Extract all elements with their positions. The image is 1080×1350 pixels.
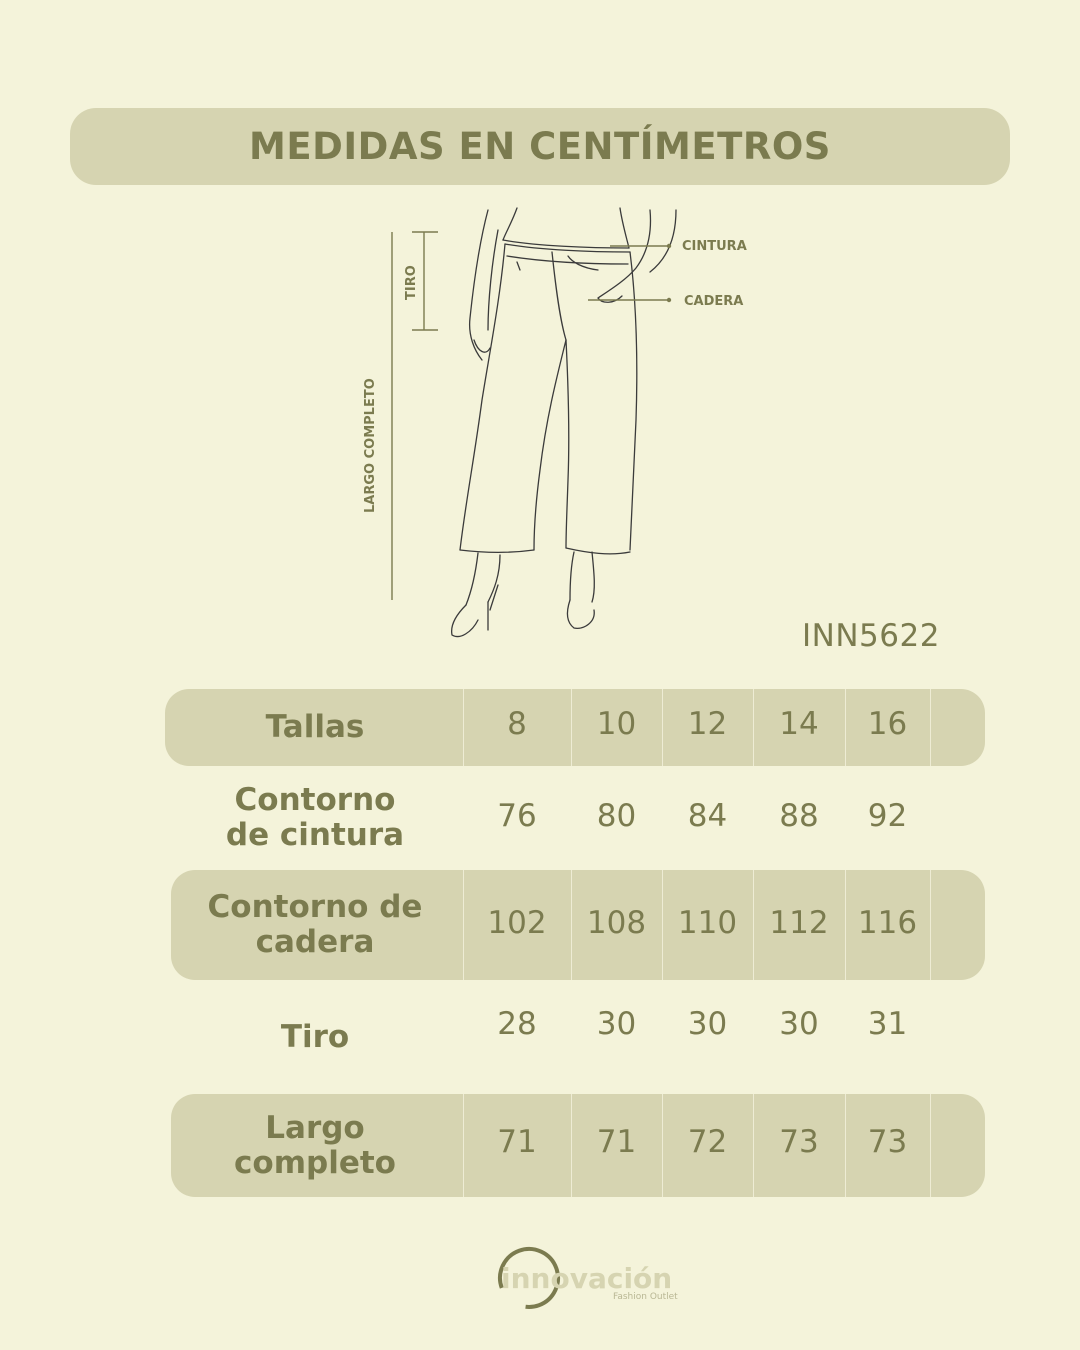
row-label-line: cadera xyxy=(255,924,375,960)
table-cell: 14 xyxy=(779,705,819,742)
table-cell: 10 xyxy=(596,705,637,742)
table-cell: 73 xyxy=(779,1123,819,1160)
row-label-line: Tiro xyxy=(280,1019,350,1055)
product-code: INN5622 xyxy=(802,618,940,654)
table-cell: 116 xyxy=(857,905,918,941)
table-cell: 110 xyxy=(677,905,738,941)
table-cell: 72 xyxy=(687,1123,728,1160)
table-cell: 92 xyxy=(867,798,908,834)
table-cell: 28 xyxy=(497,1005,537,1042)
table-row xyxy=(0,990,1080,1085)
table-cell: 102 xyxy=(487,905,547,941)
table-cell: 73 xyxy=(867,1123,908,1160)
cadera-label: CADERA xyxy=(684,294,744,309)
table-cell: 71 xyxy=(497,1123,537,1160)
pants-illustration xyxy=(340,200,780,650)
row-label xyxy=(170,1094,460,1197)
page-title: MEDIDAS EN CENTÍMETROS xyxy=(249,125,831,168)
brand-logo xyxy=(495,1244,695,1314)
table-cell: 30 xyxy=(779,1005,819,1042)
logo-wordmark: innovación xyxy=(501,1262,673,1295)
title-banner xyxy=(70,108,1010,185)
table-row xyxy=(0,1094,1080,1197)
row-label xyxy=(170,689,460,766)
table-cell: 31 xyxy=(867,1005,908,1042)
table-cell: 30 xyxy=(687,1005,728,1042)
table-cell: 88 xyxy=(779,798,819,834)
table-row xyxy=(0,870,1080,980)
row-label xyxy=(170,770,460,866)
table-cell: 108 xyxy=(586,905,647,941)
table-row xyxy=(0,689,1080,766)
row-label-line: completo xyxy=(234,1144,396,1181)
table-cell: 76 xyxy=(497,798,537,834)
row-label-line: Tallas xyxy=(265,709,365,745)
row-label xyxy=(170,870,460,980)
table-cell: 30 xyxy=(596,1005,637,1042)
column-divider xyxy=(930,1094,931,1197)
row-label-line: Contorno de xyxy=(207,889,423,925)
largo-completo-label: LARGO COMPLETO xyxy=(363,378,378,513)
row-label-line: Contorno xyxy=(234,782,396,818)
table-cell: 112 xyxy=(769,905,829,941)
row-label-line: de cintura xyxy=(225,817,405,853)
cintura-label: CINTURA xyxy=(682,239,747,254)
table-cell: 8 xyxy=(507,705,527,742)
table-cell: 12 xyxy=(687,705,728,742)
logo-tagline: Fashion Outlet xyxy=(613,1292,678,1302)
column-divider xyxy=(930,689,931,766)
row-label xyxy=(170,990,460,1085)
table-cell: 71 xyxy=(596,1123,637,1160)
row-label-line: Largo xyxy=(265,1109,365,1146)
table-cell: 84 xyxy=(687,798,728,834)
table-cell: 80 xyxy=(596,798,637,834)
table-cell: 16 xyxy=(867,705,908,742)
table-row xyxy=(0,770,1080,866)
column-divider xyxy=(930,870,931,980)
tiro-label: TIRO xyxy=(404,265,419,300)
